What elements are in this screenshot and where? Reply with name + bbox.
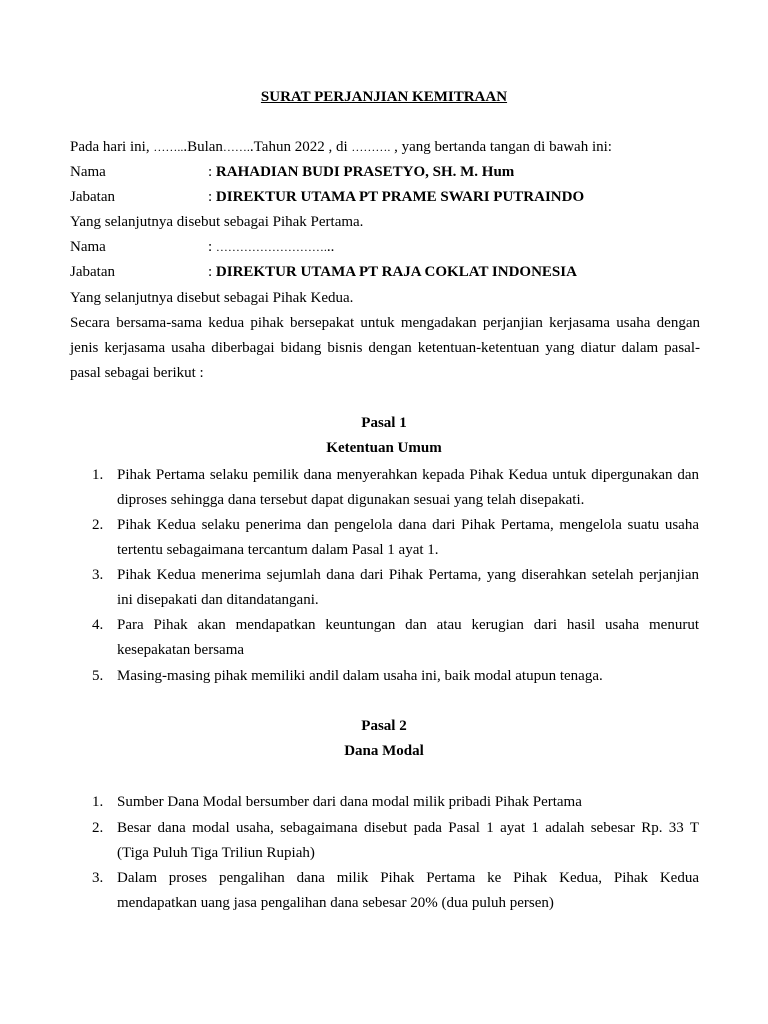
intro-month-blank: …….	[222, 140, 250, 154]
party2-name-label: Nama	[70, 239, 106, 255]
list-item-number: 5.	[92, 668, 104, 684]
party2-name-field	[208, 237, 334, 257]
list-item-number: 4.	[92, 617, 104, 633]
party2-title-value: DIREKTUR UTAMA PT RAJA COKLAT INDONESIA	[215, 264, 577, 280]
document-title: SURAT PERJANJIAN KEMITRAAN	[260, 89, 508, 105]
party1-title-label: Jabatan	[70, 189, 115, 205]
pasal1-subheading: Ketentuan Umum	[326, 440, 442, 456]
list-item-line: Para Pihak akan mendapatkan keuntungan dan atau kerugian dari hasil usaha menurut	[117, 617, 699, 633]
list-item-line: Sumber Dana Modal bersumber dari dana modal milik pribadi Pihak Pertama	[117, 794, 582, 810]
agreement-line-2: jenis kerjasama usaha diberbagai bidang bisnis dengan ketentuan-ketentuan yang diatur dalam pasal-	[70, 340, 700, 356]
colon: :	[208, 189, 216, 205]
intro-place-blank: ……….	[351, 140, 391, 154]
list-item-number: 2.	[92, 517, 104, 533]
list-item-number: 2.	[92, 820, 104, 836]
list-item-line: Masing-masing pihak memiliki andil dalam usaha ini, baik modal atupun tenaga.	[117, 668, 603, 684]
party1-title-value: DIREKTUR UTAMA PT PRAME SWARI PUTRAINDO	[215, 189, 585, 205]
agreement-line-1: Secara bersama-sama kedua pihak bersepakat untuk mengadakan perjanjian kerjasama usaha dengan	[70, 315, 700, 331]
party2-name-blank-tail: ..	[326, 239, 335, 255]
intro-text-1: Pada hari ini,	[70, 139, 154, 155]
party2-note: Yang selanjutnya disebut sebagai Pihak Kedua.	[70, 290, 354, 306]
list-item-line: Pihak Pertama selaku pemilik dana menyerahkan kepada Pihak Kedua untuk dipergunakan dan	[117, 467, 699, 483]
list-item-number: 1.	[92, 794, 104, 810]
party1-name-field	[208, 162, 514, 182]
party1-note: Yang selanjutnya disebut sebagai Pihak Pertama.	[70, 214, 364, 230]
pasal2-subheading: Dana Modal	[344, 743, 424, 759]
intro-day-blank: ……..	[153, 140, 184, 154]
list-item-line: ini disepakati dan ditandatangani.	[117, 592, 319, 608]
list-item-number: 1.	[92, 467, 104, 483]
list-item-line: kesepakatan bersama	[117, 642, 245, 658]
party2-title-label: Jabatan	[70, 264, 115, 280]
party1-name-label: Nama	[70, 164, 106, 180]
party1-name-value: RAHADIAN BUDI PRASETYO, SH. M. Hum	[215, 164, 515, 180]
colon: :	[208, 239, 216, 255]
list-item-line: Besar dana modal usaha, sebagaimana disebut pada Pasal 1 ayat 1 adalah sebesar Rp. 33 T	[117, 820, 699, 836]
colon: :	[208, 164, 216, 180]
list-item-line: Pihak Kedua menerima sejumlah dana dari Pihak Pertama, yang diserahkan setelah perjanjian	[117, 567, 699, 583]
intro-text-4: , yang bertanda tangan di bawah ini:	[390, 139, 612, 155]
intro-text-3: .Tahun 2022 , di	[249, 139, 352, 155]
list-item-line: mendapatkan uang jasa pengalihan dana sebesar 20% (dua puluh persen)	[117, 895, 554, 911]
list-item-line: diproses sehingga dana tersebut dapat digunakan sesuai yang telah disepakati.	[117, 492, 585, 508]
colon: :	[208, 264, 216, 280]
list-item-number: 3.	[92, 567, 104, 583]
list-item-line: tertentu sebagaimana tercantum dalam Pasal 1 ayat 1.	[117, 542, 439, 558]
agreement-line-3: pasal sebagai berikut :	[70, 365, 204, 381]
party2-title-field	[208, 262, 577, 282]
list-item-line: (Tiga Puluh Tiga Triliun Rupiah)	[117, 845, 315, 861]
intro-text-2: .Bulan	[183, 139, 223, 155]
pasal2-heading: Pasal 2	[361, 718, 407, 734]
party2-name-blank: ……………………….	[215, 240, 327, 254]
list-item-line: Dalam proses pengalihan dana milik Pihak Pertama ke Pihak Kedua, Pihak Kedua	[117, 870, 699, 886]
list-item-number: 3.	[92, 870, 104, 886]
list-item-line: Pihak Kedua selaku penerima dan pengelola dana dari Pihak Pertama, mengelola suatu usaha	[117, 517, 699, 533]
pasal1-heading: Pasal 1	[361, 415, 407, 431]
party1-title-field	[208, 187, 584, 207]
intro-line	[70, 137, 700, 157]
